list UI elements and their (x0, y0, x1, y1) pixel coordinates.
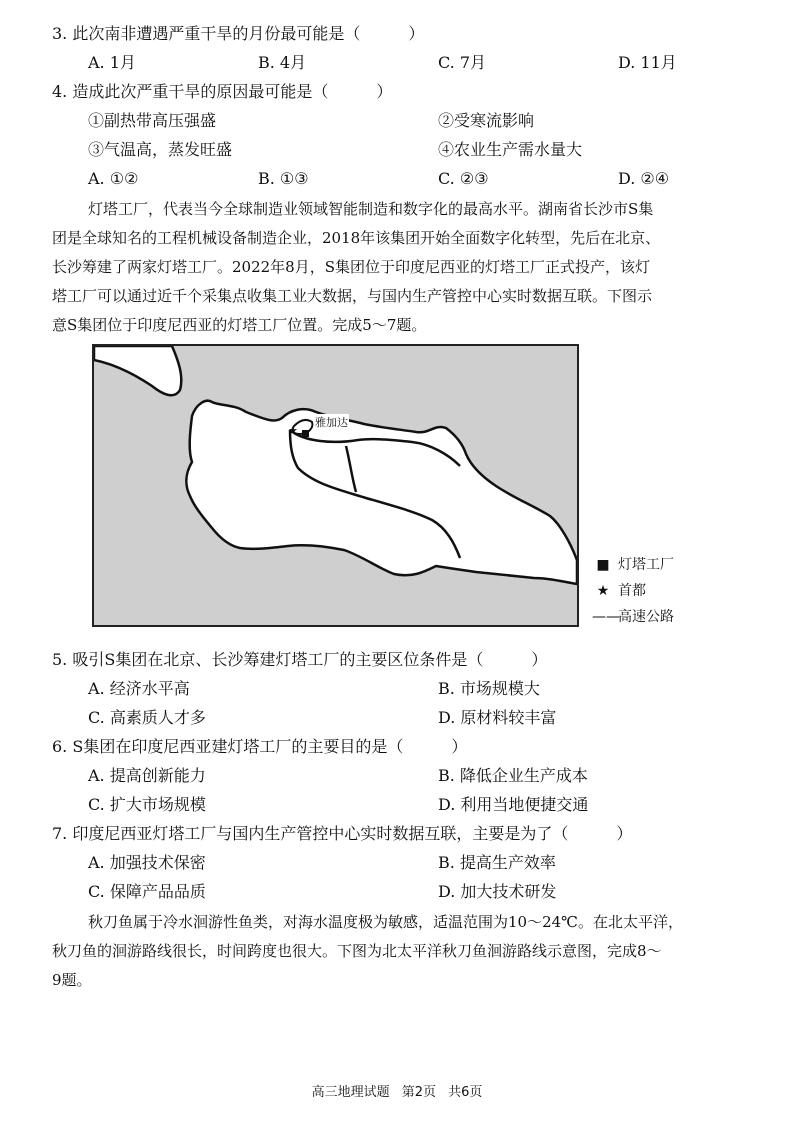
q4-option-b[interactable]: B. ①③ (258, 169, 309, 188)
q3-stem: 3. 此次南非遭遇严重干旱的月份最可能是（ ） (52, 24, 425, 43)
legend-label-highway: 高速公路 (618, 609, 674, 625)
q4-item-1: ①副热带高压强盛 (88, 111, 217, 130)
q6-option-c[interactable]: C. 扩大市场规模 (88, 795, 206, 814)
star-icon: ★ (596, 583, 610, 599)
passage1-line-4: 塔工厂可以通过近千个采集点收集工业大数据，与国内生产管控中心实时数据互联。下图示 (52, 287, 653, 305)
map-svg (94, 346, 577, 625)
q5-option-a[interactable]: A. 经济水平高 (88, 679, 190, 698)
capital-star-icon: ★ (288, 424, 298, 437)
square-icon: ■ (596, 557, 610, 573)
legend-item-factory (592, 556, 674, 574)
page-footer (0, 1081, 794, 1100)
legend-label-factory: 灯塔工厂 (618, 557, 674, 573)
passage2-line-3: 9题。 (52, 971, 92, 989)
passage1-line-2: 团是全球知名的工程机械设备制造企业，2018年该集团开始全面数字化转型，先后在北京、 (52, 229, 661, 247)
passage1-line-1: 灯塔工厂，代表当今全球制造业领域智能制造和数字化的最高水平。湖南省长沙市S集 (88, 200, 654, 218)
q5-option-b[interactable]: B. 市场规模大 (438, 679, 540, 698)
q4-option-c[interactable]: C. ②③ (438, 169, 489, 188)
passage2-line-2: 秋刀鱼的洄游路线很长，时间跨度也很大。下图为北太平洋秋刀鱼洄游路线示意图，完成8～ (52, 942, 662, 960)
legend-label-capital: 首都 (618, 583, 646, 599)
q7-option-c[interactable]: C. 保障产品品质 (88, 882, 206, 901)
q6-option-a[interactable]: A. 提高创新能力 (88, 766, 206, 785)
q4-option-a[interactable]: A. ①② (88, 169, 139, 188)
q7-option-d[interactable]: D. 加大技术研发 (438, 882, 557, 901)
q7-stem: 7. 印度尼西亚灯塔工厂与国内生产管控中心实时数据互联，主要是为了（ ） (52, 824, 633, 843)
q4-item-3: ③气温高，蒸发旺盛 (88, 140, 233, 159)
line-icon: —— (592, 609, 620, 625)
q5-option-c[interactable]: C. 高素质人才多 (88, 708, 206, 727)
q5-option-d[interactable]: D. 原材料较丰富 (438, 708, 557, 727)
legend-item-capital (592, 582, 646, 600)
q4-option-d[interactable]: D. ②④ (618, 169, 670, 188)
factory-square-icon (302, 430, 309, 437)
q4-item-4: ④农业生产需水量大 (438, 140, 583, 159)
q3-option-c[interactable]: C. 7月 (438, 53, 487, 72)
q4-stem: 4. 造成此次严重干旱的原因最可能是（ ） (52, 82, 393, 101)
q7-option-a[interactable]: A. 加强技术保密 (88, 853, 206, 872)
q3-option-b[interactable]: B. 4月 (258, 53, 307, 72)
q6-option-d[interactable]: D. 利用当地便捷交通 (438, 795, 589, 814)
q7-option-b[interactable]: B. 提高生产效率 (438, 853, 556, 872)
footer-title: 高三地理试题 (311, 1085, 390, 1100)
q6-stem: 6. S集团在印度尼西亚建灯塔工厂的主要目的是（ ） (52, 737, 468, 756)
footer-total: 共6页 (448, 1085, 483, 1100)
q3-option-d[interactable]: D. 11月 (618, 53, 677, 72)
q6-option-b[interactable]: B. 降低企业生产成本 (438, 766, 588, 785)
passage1-line-5: 意S集团位于印度尼西亚的灯塔工厂位置。完成5～7题。 (52, 316, 427, 334)
java-map (92, 344, 579, 627)
passage1-line-3: 长沙筹建了两家灯塔工厂。2022年8月，S集团位于印度尼西亚的灯塔工厂正式投产，该灯 (52, 258, 650, 276)
legend-item-highway (592, 608, 674, 626)
q4-item-2: ②受寒流影响 (438, 111, 535, 130)
passage2-line-1: 秋刀鱼属于冷水洄游性鱼类，对海水温度极为敏感，适温范围为10～24℃。在北太平洋， (88, 913, 683, 931)
city-label-jakarta: 雅加达 (315, 416, 348, 429)
footer-page: 第2页 (401, 1085, 436, 1100)
q5-stem: 5. 吸引S集团在北京、长沙筹建灯塔工厂的主要区位条件是（ ） (52, 650, 548, 669)
q3-option-a[interactable]: A. 1月 (88, 53, 136, 72)
